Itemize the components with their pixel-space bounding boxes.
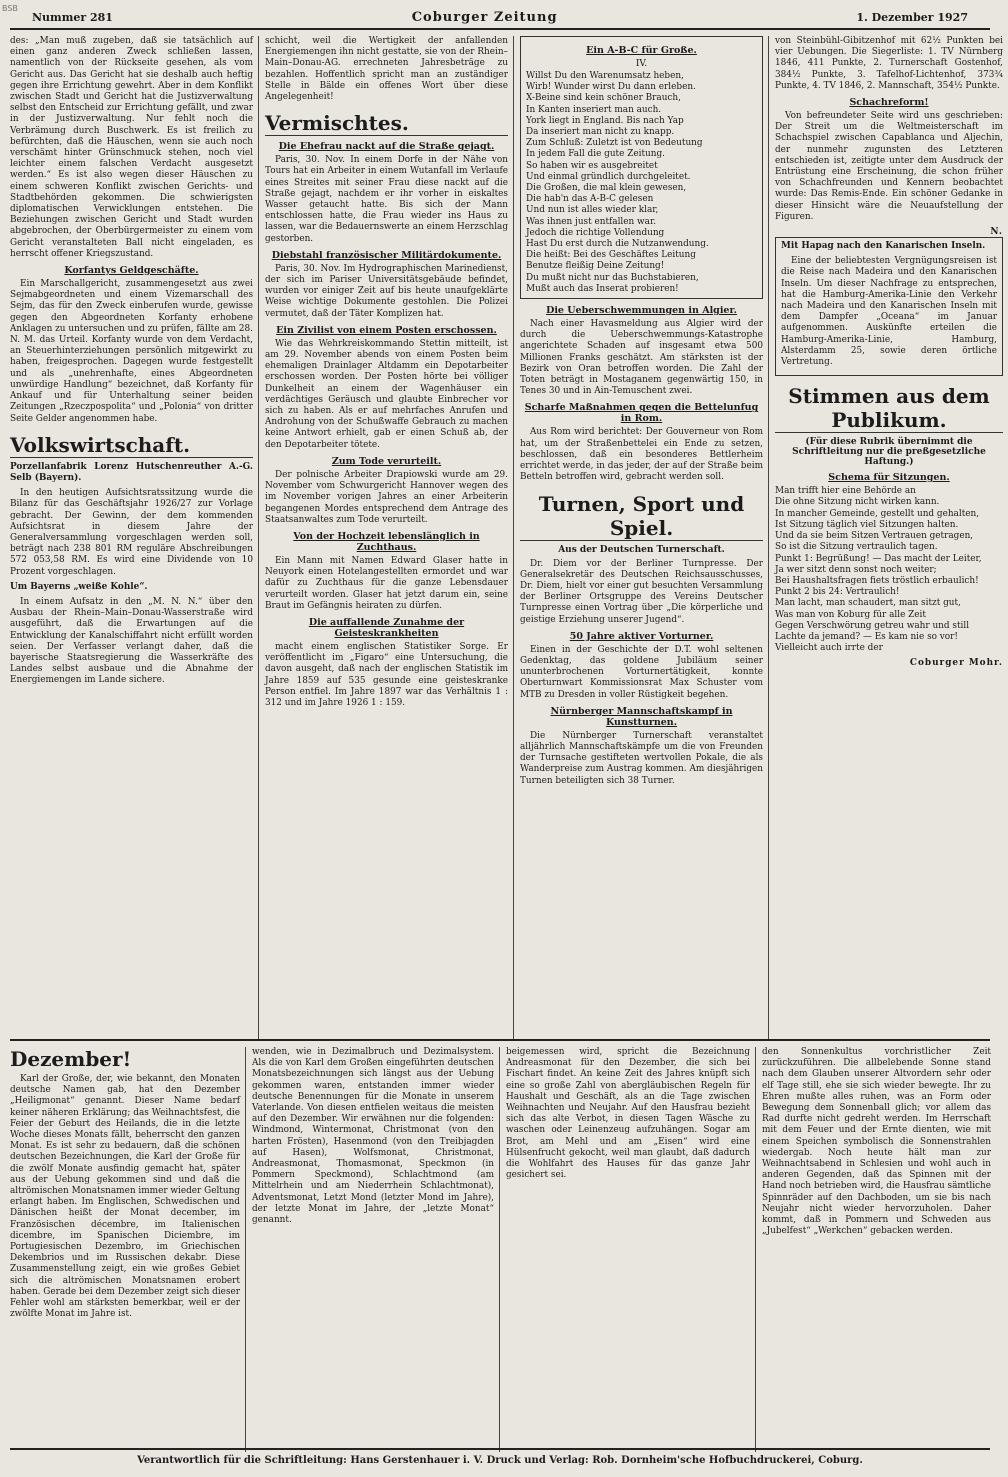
article-text: Aus Rom wird berichtet: Der Gouverneur von Rom hat, um der Straßenbettelei ein Ende zu setzen, beschlossen, daß ein besonderes Bettlerheim errichtet werde, in das jeder, der auf der Straße beim Betteln betroffen wird, gebracht werden soll. <box>520 427 763 483</box>
upper-section <box>10 36 1003 1039</box>
article-text: schicht, weil die Wertigkeit der anfallenden Energiemengen ihn nicht gestatte, sie von der Rhein–Main–Donau-AG. errechneten Jahresbeträge zu bezahlen. Hoffentlich spricht man an zuständiger Stelle in Bälde ein offenes Wort über diese Angelegenheit! <box>265 36 508 103</box>
poem-line: In jedem Fall die gute Zeitung. <box>526 149 665 160</box>
article-heading: Die Ehefrau nackt auf die Straße gejagt. <box>278 141 495 153</box>
article-heading: Ein Zivilist von einem Posten erschossen. <box>276 324 497 336</box>
poem-line: Die heißt: Bei des Geschäftes Leitung <box>526 250 696 261</box>
article-text: Wie das Wehrkreiskommando Stettin mitteilt, ist am 29. November abends von einem Posten beim ehemaligen Drainlager Altdamm ein Depotarbeiter erschossen worden. Der Posten hörte bei völliger Dunkelheit an einem der Wagenhäuser ein verdächtiges Geräusch und glaubte Einbrecher vor sich zu haben. Als er auf mehrfaches Anrufen und Androhung von der Schußwaffe Gebrauch zu machen keine Antwort erhielt, gab er einen Schuß ab, der den Depotarbeiter tötete. <box>265 338 508 450</box>
newspaper-title: Coburger Zeitung <box>411 9 558 25</box>
abc-poem <box>526 71 757 295</box>
poem-line: Gegen Verschwörung getreu wahr und still <box>775 620 970 631</box>
poem-line: So ist die Sitzung vertraulich tagen. <box>775 542 938 553</box>
poem-line: Da inseriert man nicht zu knapp. <box>526 127 675 138</box>
poem-line: Willst Du den Warenumsatz heben, <box>526 71 684 81</box>
article-text: Ein Marschallgericht, zusammengesetzt aus zwei Sejmabgeordneten und einem Vizemarschall des Sejm, das für den Zweck einberufen wurde, gewisse gegen den Abgeordneten Korfanty erhobene Anklagen zu untersuchen und zu prüfen, fällte am 28. N. M. das Urteil. Korfanty wurde von dem Verdacht, an Steuerhinterziehungen persönlich mitgewirkt zu haben, freigesprochen. Dagegen wurde festgestellt und als „unehrenhafte, eines Abgeordneten unwürdige Handlung“ bezeichnet, daß Korfanty für Ankauf und für Unterhaltung seiner beiden Zeitungen „Rzeczpospolita“ und „Polonia“ von dritter Seite Gelder angenommen habe. <box>10 279 253 424</box>
column-4 <box>775 36 1008 1039</box>
article-text: Dr. Diem vor der Berliner Turnpresse. Der Generalsekretär des Deutschen Reichsausschusses, Dr. Diem, hielt vor einer gut besuchten Versammlung der Berliner Ortsgruppe des Vereins Deutscher Turnpresse einen Vortrag über „Die körperliche und geistige Erziehung unserer Jugend“. <box>520 558 763 625</box>
poem-line: Punkt 2 bis 24: Vertraulich! <box>775 587 900 598</box>
article-text: macht einem englischen Statistiker Sorge. Er veröffentlicht im „Figaro“ eine Untersuchung, die davon ausgeht, daß nach der englischen Statistik im Jahre 1859 auf 535 gesunde eine geisteskranke Person entfiel. Im Jahre 1897 war das Verhältnis 1 : 312 und im Jahre 1926 1 : 159. <box>265 641 508 708</box>
lower-column-1 <box>10 1047 246 1452</box>
article-text: Eine der beliebtesten Vergnügungsreisen ist die Reise nach Madeira und den Kanarischen Inseln. Um dieser Nachfrage zu entsprechen, hat die Hamburg-Amerika-Linie den Verkehr nach Madeira und den Kanarischen Inseln mit dem Dampfer „Oceana“ im Januar aufgenommen. Auskünfte erteilen die Hamburg-Amerika-Linie, Hamburg, Alsterdamm 25, sowie deren örtliche Vertretung. <box>781 256 997 368</box>
section-heading: Stimmen aus dem Publikum. <box>775 384 1003 433</box>
article-text: den Sonnenkultus vorchristlicher Zeit zurückzuführen. Die allbelebende Sonne stand nach dem Glauben unserer Altvordern sehr oder elf Tage still, ehe sie sich wieder bewegte. Ihr zu Ehren mußte alles ruhen, was an Form oder Bewegung dem Sonnenball glich; vor allem das Rad durfte nicht gedreht werden. Im Herrschaft mit dem Feuer und der Ernte dienten, wie mit einem Speichen symbolisch die Sonnenstrahlen wiedergab. Noch heute hält man zur Weihnachtsabend in Schlesien und wohl auch in anderen Gegenden, daß das Spinnen mit der Hand noch betrieben wird, die Hausfrau sämtliche Spinnräder auf den Dachboden, um sie bis nach Neujahr nicht wieder hervorzuholen. Daher kommt, daß in Pommern und Schweden aus „Jubelfest“ „Werkchen“ gebacken werden. <box>762 1047 991 1237</box>
section-note: (Für diese Rubrik übernimmt die Schriftleitung nur die preßgesetzliche Haftung.) <box>792 437 986 468</box>
poem-line: Und nun ist alles wieder klar, <box>526 205 659 216</box>
travel-box <box>775 237 1003 376</box>
poem-line: Vielleicht auch irrte der <box>775 643 883 654</box>
poem-line: Was man von Koburg für alle Zeit <box>775 609 926 620</box>
article-heading: Die Ueberschwemmungen in Algier. <box>546 305 737 317</box>
article-text: wenden, wie in Dezimalbruch und Dezimalsystem. Als die von Karl dem Großen eingeführten deutschen Monatsbezeichnungen sich längst aus der Uebung gekommen waren, entstanden immer wieder deutsche Benennungen für die Monate in unserem Vaterlande. Von diesen entfielen weitaus die meisten auf den Dezember. Wir erwähnen nur die folgenden: Windmond, Wintermonat, Christmonat (von den harten Frösten), Hasenmond (von den Treibjagden auf Hasen), Wolfsmonat, Christmonat, Andreasmonat, Thomasmonat, Speckmon (in Pommern Speckmond), Schlachtmond (am Mittelrhein und am Niederrhein Schlachtmonat), Adventsmonat, Letzt Mond (letzter Mond im Jahre), der letzte Monat im Jahre, der „letzte Monat“ genannt. <box>252 1047 494 1226</box>
article-heading: Um Bayerns „weiße Kohle“. <box>10 581 148 592</box>
article-heading: Nürnberger Mannschaftskampf in Kunstturnen. <box>550 705 733 728</box>
article-heading: Schema für Sitzungen. <box>828 472 950 484</box>
article-text: des: „Man muß zugeben, daß sie tatsächlich auf einen ganz anderen Zweck schließen lassen, namentlich von der Rückseite gesehen, als vom Gericht aus. Das Gericht hat sie deshalb auch heftig gegen ihre Errichtung gewehrt. Aber in dem Konflikt zwischen Stadt und Gericht hat die Justizverwaltung selbst den Entscheid zur Errichtung gefällt, und zwar in der Justizverwaltung. Nur fehlt noch die Verbrämung durch Buschwerk. Es ist freilich zu befürchten, daß die Häuschen, wenn sie auch noch verschämt hinter Grünschmuck stehen, noch viel leichter einem falschen Verdacht ausgesetzt werden.“ Es ist also wegen dieser Häuschen zu einem schweren Konflikt zwischen Gerichts- und Stadtbehörden gekommen. Die schwierigsten diplomatischen Verwicklungen entstehen. Die Beziehungen zwischen Gericht und Stadt wurden abgebrochen, der Oberbürgermeister zu einem vom Gericht veranstalteten Ball nicht eingeladen, es herrscht offener Kriegszustand. <box>10 36 253 259</box>
poem-line: Ist Sitzung täglich viel Sitzungen halten. <box>775 519 959 530</box>
article-heading: Von der Hochzeit lebenslänglich in Zuchthaus. <box>293 530 480 553</box>
poem-line: Bei Haushaltsfragen fiets tröstlich erbaulich! <box>775 575 979 586</box>
article-text: Ein Mann mit Namen Edward Glaser hatte in Neuyork einen Hotelangestellten ermordet und war dafür zu Zuchthaus für die ganze Lebensdauer verurteilt worden. Glaser hat jetzt darum ein, seine Braut im Gefängnis heiraten zu dürfen. <box>265 555 508 611</box>
article-signature: N. <box>990 227 1003 238</box>
lower-column-3 <box>506 1047 756 1452</box>
poem-line: Lachte da jemand? — Es kam nie so vor! <box>775 631 958 642</box>
article-text: Karl der Große, der, wie bekannt, den Monaten deutsche Namen gab, hat den Dezember „Heiligmonat“ genannt. Dieser Name bedarf keiner näheren Erklärung; das Weihnachtsfest, die Feier der Geburt des Heilands, die in die letzte Woche dieses Monats fällt, beherrscht den ganzen Monat. Es ist sehr zu bedauern, daß die schönen deutschen Bezeichnungen, die Karl der Große für die zwölf Monate ausfindig gemacht hat, später aus der Uebung gekommen sind und daß die altrömischen Monatsnamen immer wieder Geltung erlangt haben. Im Englischen, Schwedischen und Dänischen heißt der Monat december, im Französischen décembre, im Italienischen dicembre, im Spanischen Diciembre, im Portugiesischen Dezembro, im Griechischen Dekembrios und im Russischen dekabr. Diese Zusammenstellung zeigt, ein wie großes Gebiet sich die altrömischen Monatsnamen erobert haben. Gerade bei dem Dezember zeigt sich dieser Fehler wohl am stärksten bemerkbar, weil er der zwölfte Monat im Jahre ist. <box>10 1074 240 1320</box>
poem-line: In mancher Gemeinde, gestellt und gehalten, <box>775 508 980 519</box>
poem-line: Benutze fleißig Deine Zeitung! <box>526 261 665 272</box>
section-heading: Vermischtes. <box>265 111 508 136</box>
article-heading: Die auffallende Zunahme der Geisteskrankheiten <box>308 616 465 639</box>
poem-line: So haben wir es ausgebreitet <box>526 160 658 171</box>
poem-line: Du mußt nicht nur das Buchstabieren, <box>526 272 699 283</box>
lower-section <box>10 1047 990 1452</box>
lower-column-4 <box>762 1047 996 1452</box>
poem-line: Und einmal gründlich durchgeleitet. <box>526 171 691 182</box>
section-heading: Volkswirtschaft. <box>10 433 253 458</box>
article-text: Die Nürnberger Turnerschaft veranstaltet alljährlich Mannschaftskämpfe um die von Freunden der Turnsache gestifteten wertvollen Pokale, die als Wanderpreise zum Austrag kommen. Am diesjährigen Turnen beteiligten sich 38 Turner. <box>520 730 763 786</box>
masthead <box>10 6 990 30</box>
poem-line: Zum Schluß: Zuletzt ist von Bedeutung <box>526 138 703 149</box>
poem-line: Die Großen, die mal klein gewesen, <box>526 183 687 194</box>
poem-line: Hast Du erst durch die Nutzanwendung. <box>526 239 709 250</box>
poem-line: Und da sie beim Sitzen Vertrauen getragen, <box>775 531 974 542</box>
article-heading: Diebstahl französischer Militärdokumente. <box>271 249 502 261</box>
poem-line: York liegt in England. Bis nach Yap <box>526 115 684 126</box>
poem-line: Jedoch die richtige Vollendung <box>526 227 665 238</box>
poem-line: Punkt 1: Begrüßung! — Das macht der Leiter, <box>775 553 982 564</box>
poem-line: Man trifft hier eine Behörde an <box>775 486 916 497</box>
december-title: Dezember! <box>10 1047 132 1071</box>
article-heading: Scharfe Maßnahmen gegen die Bettelunfug in Rom. <box>524 402 759 425</box>
imprint-footer: Verantwortlich für die Schriftleitung: Hans Gerstenhauer i. V. Druck und Verlag: Rob. Dornheim'sche Hofbuchdruckerei, Coburg. <box>10 1448 990 1474</box>
poem-line: X-Beine sind kein schöner Brauch, <box>526 93 681 104</box>
issue-date: 1. Dezember 1927 <box>856 10 968 24</box>
section-divider <box>10 1039 990 1041</box>
article-text: von Steinbühl-Gibitzenhof mit 62½ Punkten bei vier Uebungen. Die Siegerliste: 1. TV Nürnberg 1846, 411 Punkte, 2. Turnerschaft Gostenhof, 384½ Punkte, 3. Tafelhof-Lichtenhof, 373¾ Punkte, 4. TV 1846, 2. Mannschaft, 354½ Punkte. <box>775 36 1003 91</box>
library-stamp: BSB <box>2 4 18 13</box>
box-heading: Ein A-B-C für Große. <box>586 45 697 56</box>
article-heading: Korfantys Geldgeschäfte. <box>64 265 199 277</box>
article-heading: 50 Jahre aktiver Vorturner. <box>569 630 714 642</box>
article-text: In den heutigen Aufsichtsratssitzung wurde die Bilanz für das Geschäftsjahr 1926/27 zur Vorlage gebracht. Der Gewinn, der dem kommenden Aufsichtsrat in diesem Jahre der Generalversammlung vorgeschlagen werden soll, beträgt nach 238 801 RM reguläre Abschreibungen 572 053,58 RM. Es wird eine Dividende von 10 Prozent vorgeschlagen. <box>10 488 253 577</box>
article-text: In einem Aufsatz in den „M. N. N.“ über den Ausbau der Rhein–Main–Donau-Wasserstraße wird ausgeführt, daß die Erwartungen auf die Entwicklung der Kanalschiffahrt nicht erfüllt worden seien. Der Verfasser verlangt daher, daß die bayerische Staatsregierung die Wasserkräfte des Landes selbst ausbaue und die Abnahme der Energiemengen im Lande sichere. <box>10 596 253 686</box>
article-signature: Coburger Mohr. <box>909 658 1003 669</box>
article-heading: Mit Hapag nach den Kanarischen Inseln. <box>781 241 986 252</box>
section-heading: Turnen, Sport und Spiel. <box>520 492 763 541</box>
article-text: Von befreundeter Seite wird uns geschrieben: Der Streit um die Weltmeisterschaft im Schachspiel zwischen Capablanca und Aljechin, der nunmehr zugunsten des Letzteren entschieden ist, zeitigte unter dem Ausdruck der Entrüstung eine Erscheinung, die schon früher von Schachfreunden und Kennern beobachtet wurde: Das Remis-Ende. Ein schöner Gedanke in dieser Hinsicht wäre die Neuaufstellung der Figuren. <box>775 111 1003 222</box>
article-heading: Porzellanfabrik Lorenz Hutschenreuther A.-G. Selb (Bayern). <box>10 461 253 483</box>
poem-line: Was ihnen just entfallen war. <box>526 216 657 227</box>
article-text: Paris, 30. Nov. In einem Dorfe in der Nähe von Tours hat ein Arbeiter in einem Wutanfall im Verlaufe eines Streites mit seiner Frau diese nackt auf die Straße gejagt, nachdem er ihr vorher in eiskaltes Wasser getaucht hatte. Bis sich der Mann entschlossen hatte, die Frau wieder ins Haus zu lassen, war die Bedauernswerte an einem Herzschlag gestorben. <box>265 155 508 244</box>
article-heading: Zum Tode verurteilt. <box>331 455 442 467</box>
section-subheading: Aus der Deutschen Turnerschaft. <box>558 544 725 555</box>
article-heading: Schachreform! <box>849 97 929 109</box>
poem-line: Wirb! Wunder wirst Du dann erleben. <box>526 82 696 93</box>
poem-line: Die hab'n das A-B-C gelesen <box>526 194 654 205</box>
poem-line: In Kanten inseriert man auch. <box>526 104 662 115</box>
article-text: Der polnische Arbeiter Drapiowski wurde am 29. November vom Schwurgericht Hannover wegen des im November vorigen Jahres an einer Arbeiterin begangenen Mordes entsprechend dem Antrage des Staatsanwaltes zum Tode verurteilt. <box>265 469 508 525</box>
article-text: beigemessen wird, spricht die Bezeichnung Andreasmonat für den Dezember, die sich bei Fischart findet. An keine Zeit des Jahres knüpft sich eine so große Zahl von abergläubischen Regeln für Haushalt und Geschäft, als an die Tage zwischen Weihnachten und Neujahr. Auf den Hausfrau bezieht sich das alte Verbot, in diesen Tagen Wäsche zu waschen oder Leinenzeug aufzuhängen. Sogar am Brot, am Mehl und am „Eisen“ wird eine Hülsenfrucht gekocht, weil man glaubt, daß dadurch die Wohlfahrt des Hauses für das ganze Jahr gesichert sei. <box>506 1047 750 1181</box>
poem-line: Mußt auch das Inserat probieren! <box>526 283 679 294</box>
poem-line: Ja wer sitzt denn sonst noch weiter; <box>775 564 937 575</box>
poem-line: Man lacht, man schaudert, man sitzt gut, <box>775 598 961 609</box>
article-text: Paris, 30. Nov. Im Hydrographischen Marinedienst, der sich im Pariser Universitätsgebäude befindet, wurden vor einiger Zeit auf bis heute unaufgeklärte Weise wichtige Dokumente gestohlen. Die Polizei vermutet, daß der Täter Komplizen hat. <box>265 263 508 319</box>
column-3 <box>520 36 769 1039</box>
box-numeral: IV. <box>635 59 648 69</box>
schema-poem <box>775 486 1003 654</box>
article-text: Nach einer Havasmeldung aus Algier wird der durch die Ueberschwemmungs-Katastrophe angerichtete Schaden auf insgesamt etwa 500 Millionen Franks geschätzt. Am stärksten ist der Bezirk von Oran betroffen worden. Die Zahl der Toten beträgt in Mostaganem gegenwärtig 150, in Tenes 30 und in Ain-Temuschent zwei. <box>520 319 763 397</box>
column-1 <box>10 36 259 1039</box>
issue-number: Nummer 281 <box>32 10 113 24</box>
abc-box <box>520 36 763 299</box>
column-2 <box>265 36 514 1039</box>
poem-line: Die ohne Sitzung nicht wirken kann. <box>775 497 940 508</box>
lower-column-2 <box>252 1047 500 1452</box>
article-text: Einen in der Geschichte der D.T. wohl seltenen Gedenktag, das goldene Jubiläum seiner ununterbrochenen Vorturnertätigkeit, konnte Oberturnwart Kommissionsrat Max Schuster vom MTB zu Dresden in voller Rüstigkeit begehen. <box>520 644 763 700</box>
